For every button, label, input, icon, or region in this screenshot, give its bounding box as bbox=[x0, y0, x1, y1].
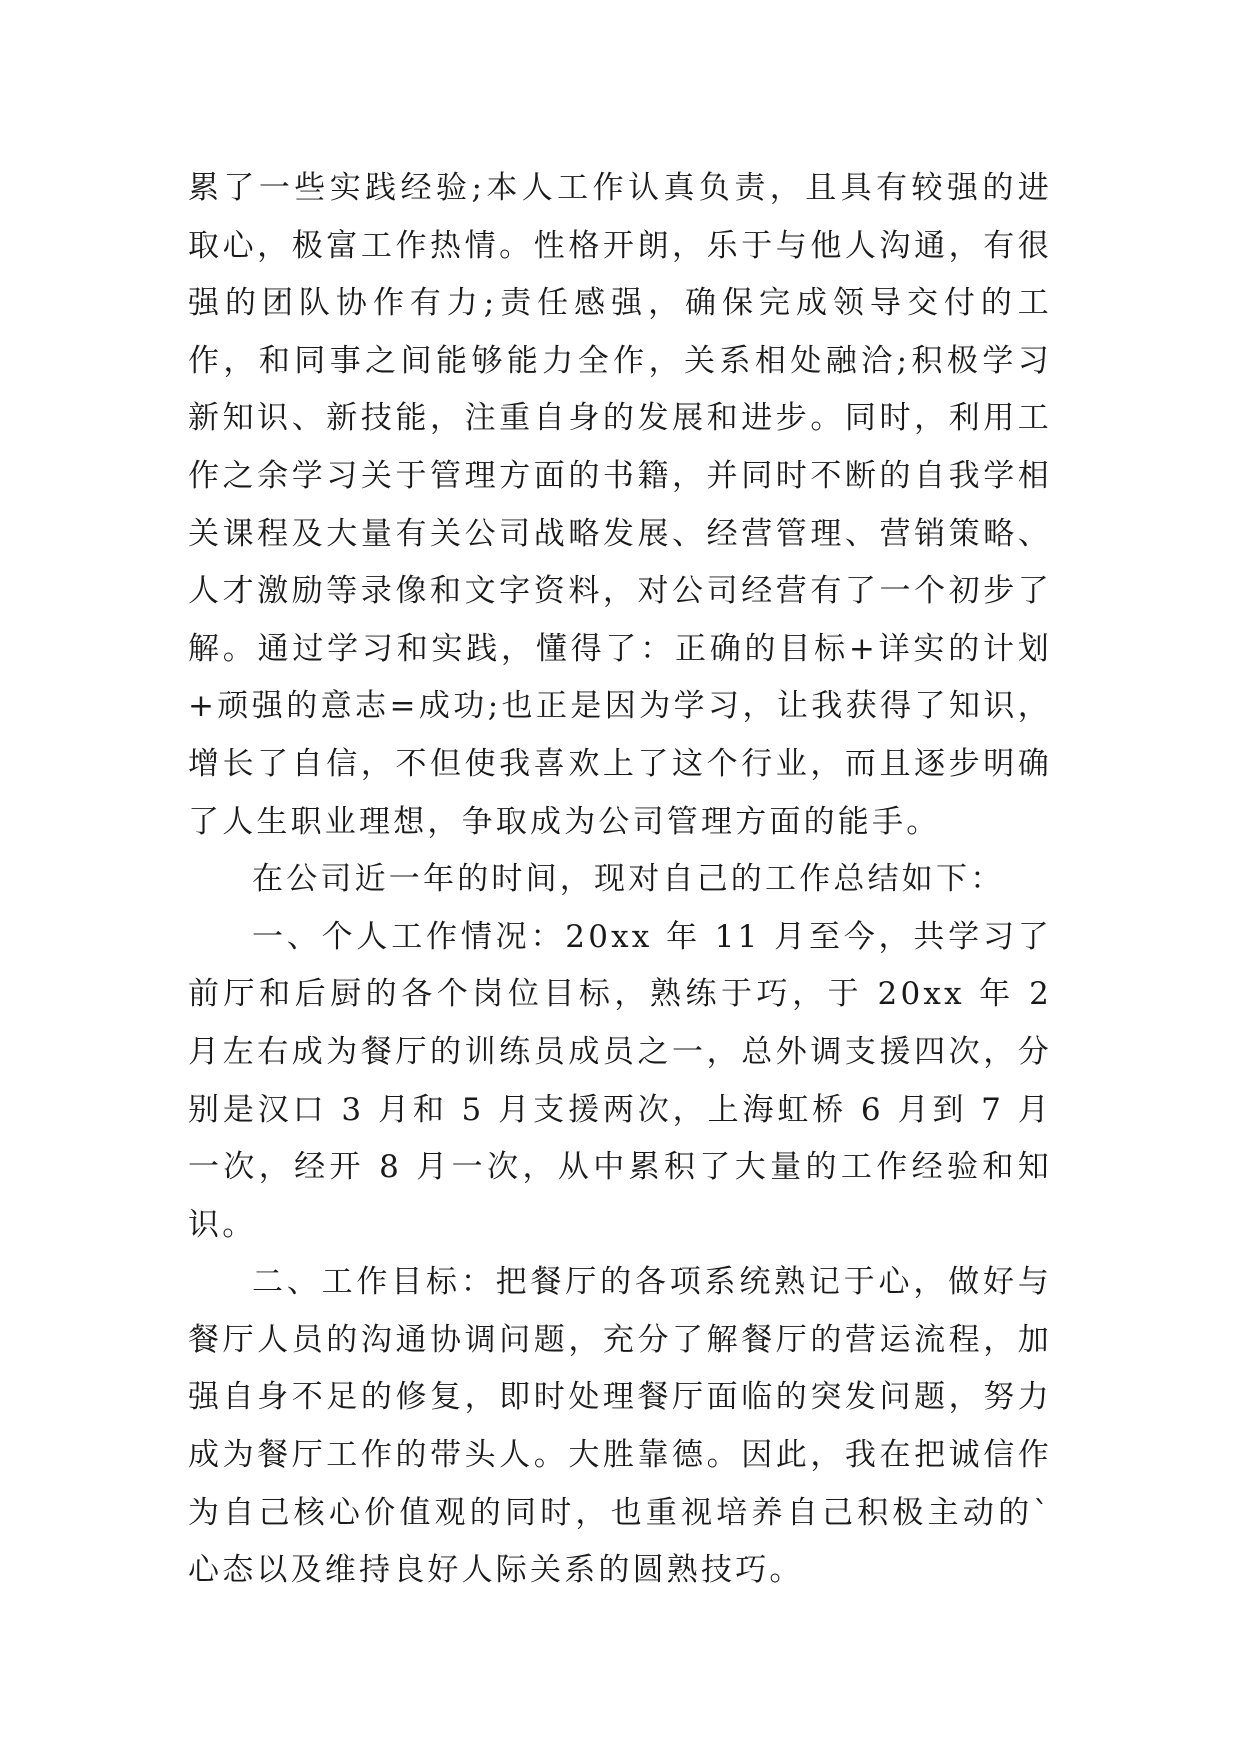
paragraph-3: 一、个人工作情况：20xx 年 11 月至今，共学习了前厅和后厨的各个岗位目标，熟练于巧，于 20xx 年 2 月左右成为餐厅的训练员成员之一，总外调支援四次，分别是汉口 3 月和 5 月支援两次，上海虹桥 6 月到 7 月一次，经开 8 月一次，从中累积了大量的工作经验和知识。 bbox=[188, 918, 1052, 1243]
paragraph-2: 在公司近一年的时间，现对自己的工作总结如下： bbox=[252, 861, 1005, 898]
paragraph-1: 累了一些实践经验;本人工作认真负责，且具有较强的进取心，极富工作热情。性格开朗，乐于与他人沟通，有很强的团队协作有力;责任感强，确保完成领导交付的工作，和同事之间能够能力全作，关系相处融洽;积极学习新知识、新技能，注重自身的发展和进步。同时，利用工作之余学习关于管理方面的书籍，并同时不断的自我学相关课程及大量有关公司战略发展、经营管理、营销策略、人才激励等录像和文字资料，对公司经营有了一个初步了解。通过学习和实践，懂得了：正确的目标+详实的计划+顽强的意志=成功;也正是因为学习，让我获得了知识，增长了自信，不但使我喜欢上了这个行业，而且逐步明确了人生职业理想，争取成为公司管理方面的能手。 bbox=[188, 170, 1052, 840]
document-body bbox=[188, 160, 1052, 1600]
paragraph-4: 二、工作目标：把餐厅的各项系统熟记于心，做好与餐厅人员的沟通协调问题，充分了解餐厅的营运流程，加强自身不足的修复，即时处理餐厅面临的突发问题，努力成为餐厅工作的带头人。大胜靠德。因此，我在把诚信作为自己核心价值观的同时，也重视培养自己积极主动的`心态以及维持良好人际关系的圆熟技巧。 bbox=[188, 1264, 1052, 1589]
